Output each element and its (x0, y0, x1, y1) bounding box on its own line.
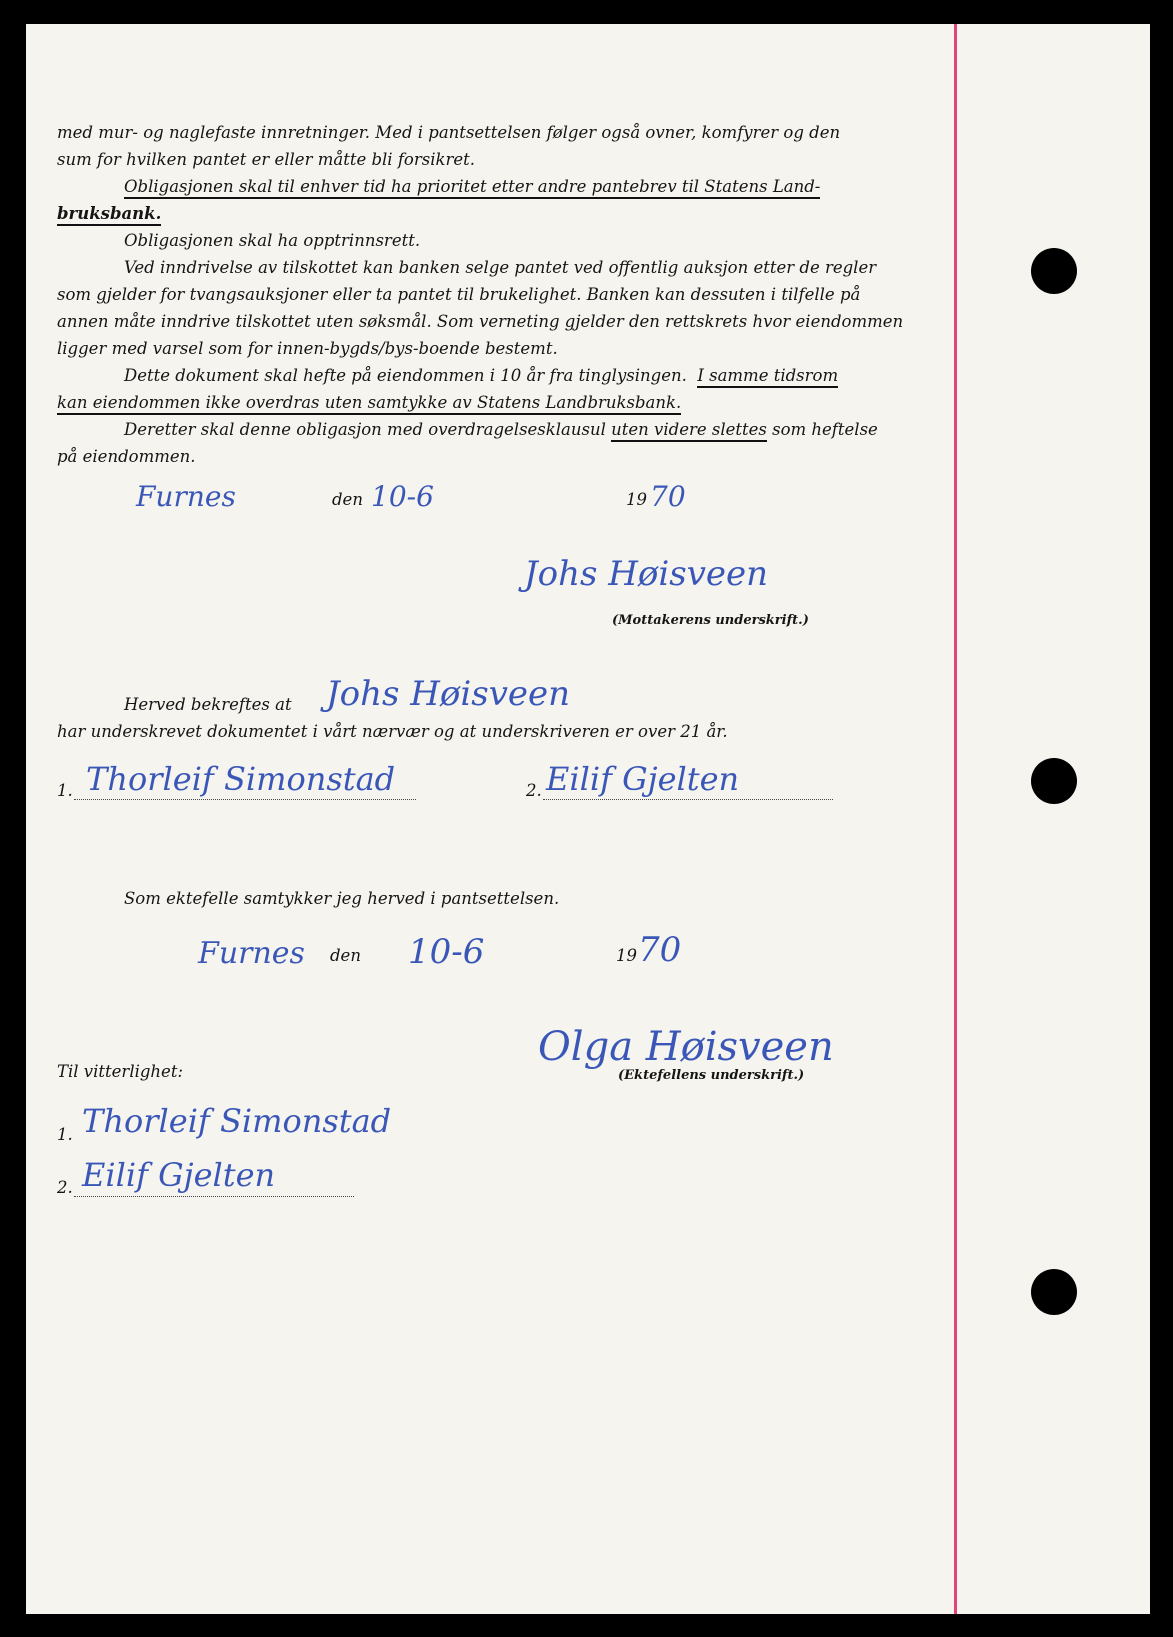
body-line: ligger med varsel som for innen-bygds/bys-boende bestemt. (57, 339, 558, 358)
body-line (57, 204, 161, 223)
body-line: som gjelder for tvangsauksjoner eller ta pantet til brukelighet. Banken kan dessuten i tilfelle på (57, 285, 861, 304)
den-label: den (330, 946, 361, 965)
body-line: annen måte inndrive tilskottet uten søksmål. Som verneting gjelder den rettskrets hvor eiendommen (57, 312, 904, 331)
place-handwritten: Furnes (136, 480, 236, 513)
body-line: Dette dokument skal hefte på eiendommen i 10 år fra tinglysingen. I samme tidsrom (124, 366, 838, 385)
recipient-caption: (Mottakerens underskrift.) (612, 613, 809, 628)
punch-hole (1031, 248, 1077, 294)
document-page (26, 24, 1150, 1614)
witness-number: 1. (57, 1125, 73, 1144)
year-handwritten: 70 (650, 480, 686, 513)
body-line: Ved inndrivelse av tilskottet kan banken selge pantet ved offentlig auksjon etter de regler (124, 258, 877, 277)
signature-line (74, 1196, 354, 1197)
margin-line (954, 24, 957, 1614)
body-line: Obligasjonen skal ha opptrinnsrett. (124, 231, 421, 250)
confirm-text: har underskrevet dokumentet i vårt nærvær og at underskriveren er over 21 år. (57, 722, 728, 741)
recipient-signature: Johs Høisveen (524, 554, 769, 594)
priority-clause: Obligasjonen skal til enhver tid ha prioritet etter andre pantebrev til Statens Land- (124, 177, 820, 199)
witness-signature: Eilif Gjelten (82, 1156, 276, 1194)
place-handwritten: Furnes (198, 936, 305, 971)
body-line: sum for hvilken pantet er eller måtte bli forsikret. (57, 150, 476, 169)
witness-label: Til vitterlighet: (57, 1062, 184, 1081)
body-line: på eiendommen. (57, 447, 196, 466)
signature-line (543, 799, 833, 800)
spouse-signature: Olga Høisveen (538, 1024, 834, 1070)
body-line: Deretter skal denne obligasjon med overdragelsesklausul uten videre slettes som heftelse (124, 420, 878, 439)
year-prefix: 19 (616, 946, 637, 965)
den-label: den (332, 490, 363, 509)
punch-hole (1031, 758, 1077, 804)
year-handwritten: 70 (638, 930, 682, 970)
year-prefix: 19 (626, 490, 647, 509)
signature-line (74, 799, 416, 800)
witness-number: 2. (526, 781, 542, 800)
confirm-text: Herved bekreftes at (124, 695, 292, 714)
witness-number: 2. (57, 1178, 73, 1197)
body-line (124, 177, 820, 196)
confirm-name-handwritten: Johs Høisveen (326, 674, 571, 714)
date-handwritten: 10-6 (371, 480, 434, 513)
spouse-caption: (Ektefellens underskrift.) (618, 1068, 805, 1083)
witness-signature: Eilif Gjelten (546, 760, 740, 798)
bank-name: bruksbank. (57, 204, 161, 226)
witness-signature: Thorleif Simonstad (86, 760, 396, 798)
witness-number: 1. (57, 781, 73, 800)
spouse-consent: Som ektefelle samtykker jeg herved i pantsettelsen. (124, 889, 560, 908)
witness-signature: Thorleif Simonstad (82, 1102, 392, 1140)
body-line: med mur- og naglefaste innretninger. Med i pantsettelsen følger også ovner, komfyrer og den (57, 123, 841, 142)
punch-hole (1031, 1269, 1077, 1315)
body-line: kan eiendommen ikke overdras uten samtykke av Statens Landbruksbank. (57, 393, 681, 412)
date-handwritten: 10-6 (408, 932, 485, 972)
